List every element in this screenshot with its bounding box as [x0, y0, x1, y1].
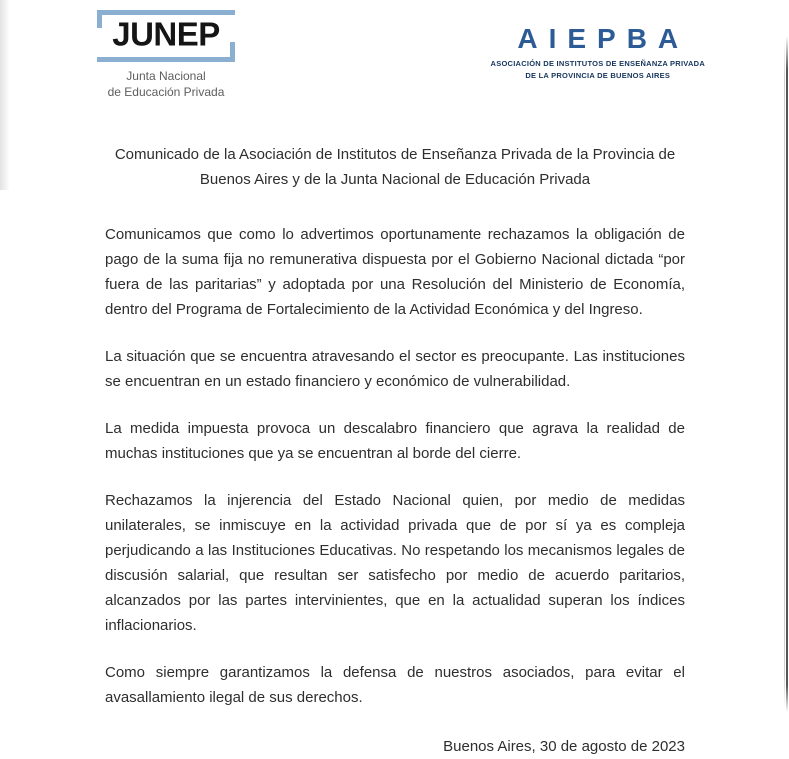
paragraph-4: Rechazamos la injerencia del Estado Nacional quien, por medio de medidas unilaterales, se inmiscuye en la actividad privada que de por sí ya es compleja perjudicando a las Instituciones Educativas. No respetando los mecanismos legales de discusión salarial, que resultan ser satisfecho por medio de acuerdo paritarios, alcanzados por las partes intervinientes, que en la actualidad superan los índices inflacionarios. [105, 492, 685, 634]
document-title-line2: Buenos Aires y de la Junta Nacional de Educación Privada [199, 171, 591, 188]
dateline: Buenos Aires, 30 de agosto de 2023 [443, 738, 685, 755]
paragraph-2: La situación que se encuentra atravesando el sector es preocupante. Las instituciones se encuentran en un estado financiero y económico de vulnerabilidad. [105, 348, 685, 390]
scan-smudge-artifact [0, 0, 10, 190]
document-body [0, 142, 789, 759]
paragraph-3: La medida impuesta provoca un descalabro financiero que agrava la realidad de muchas instituciones que ya se encuentran al borde del cierre. [105, 420, 685, 462]
junep-caption-line2: de Educación Privada [107, 84, 225, 99]
letterhead [0, 0, 789, 106]
junep-caption [97, 69, 235, 100]
scan-edge-line-light [784, 40, 785, 708]
paragraph-5: Como siempre garantizamos la defensa de nuestros asociados, para evitar el avasallamiento ilegal de sus derechos. [105, 664, 685, 706]
aiepba-wordmark: AIEPBA [517, 23, 690, 54]
scan-edge-line-dark [786, 36, 788, 712]
aiepba-caption [491, 58, 705, 81]
aiepba-logo [491, 23, 705, 81]
junep-logo-frame [97, 10, 235, 62]
aiepba-caption-line2: DE LA PROVINCIA DE BUENOS AIRES [525, 70, 671, 80]
document-title-line1: Comunicado de la Asociación de Institutos de Enseñanza Privada de la Provincia de [114, 146, 676, 163]
document-title [105, 142, 685, 192]
junep-logo [97, 10, 235, 100]
aiepba-caption-line1: ASOCIACIÓN DE INSTITUTOS DE ENSEÑANZA PRIVADA [490, 59, 705, 68]
paragraph-1: Comunicamos que como lo advertimos oportunamente rechazamos la obligación de pago de la suma fija no remunerativa dispuesta por el Gobierno Nacional dictada “por fuera de las paritarias” y adoptada por una Resolución del Ministerio de Economía, dentro del Programa de Fortalecimiento de la Actividad Económica y del Ingreso. [105, 226, 685, 318]
junep-wordmark: JUNEP [112, 15, 220, 53]
junep-caption-line1: Junta Nacional [126, 69, 206, 83]
